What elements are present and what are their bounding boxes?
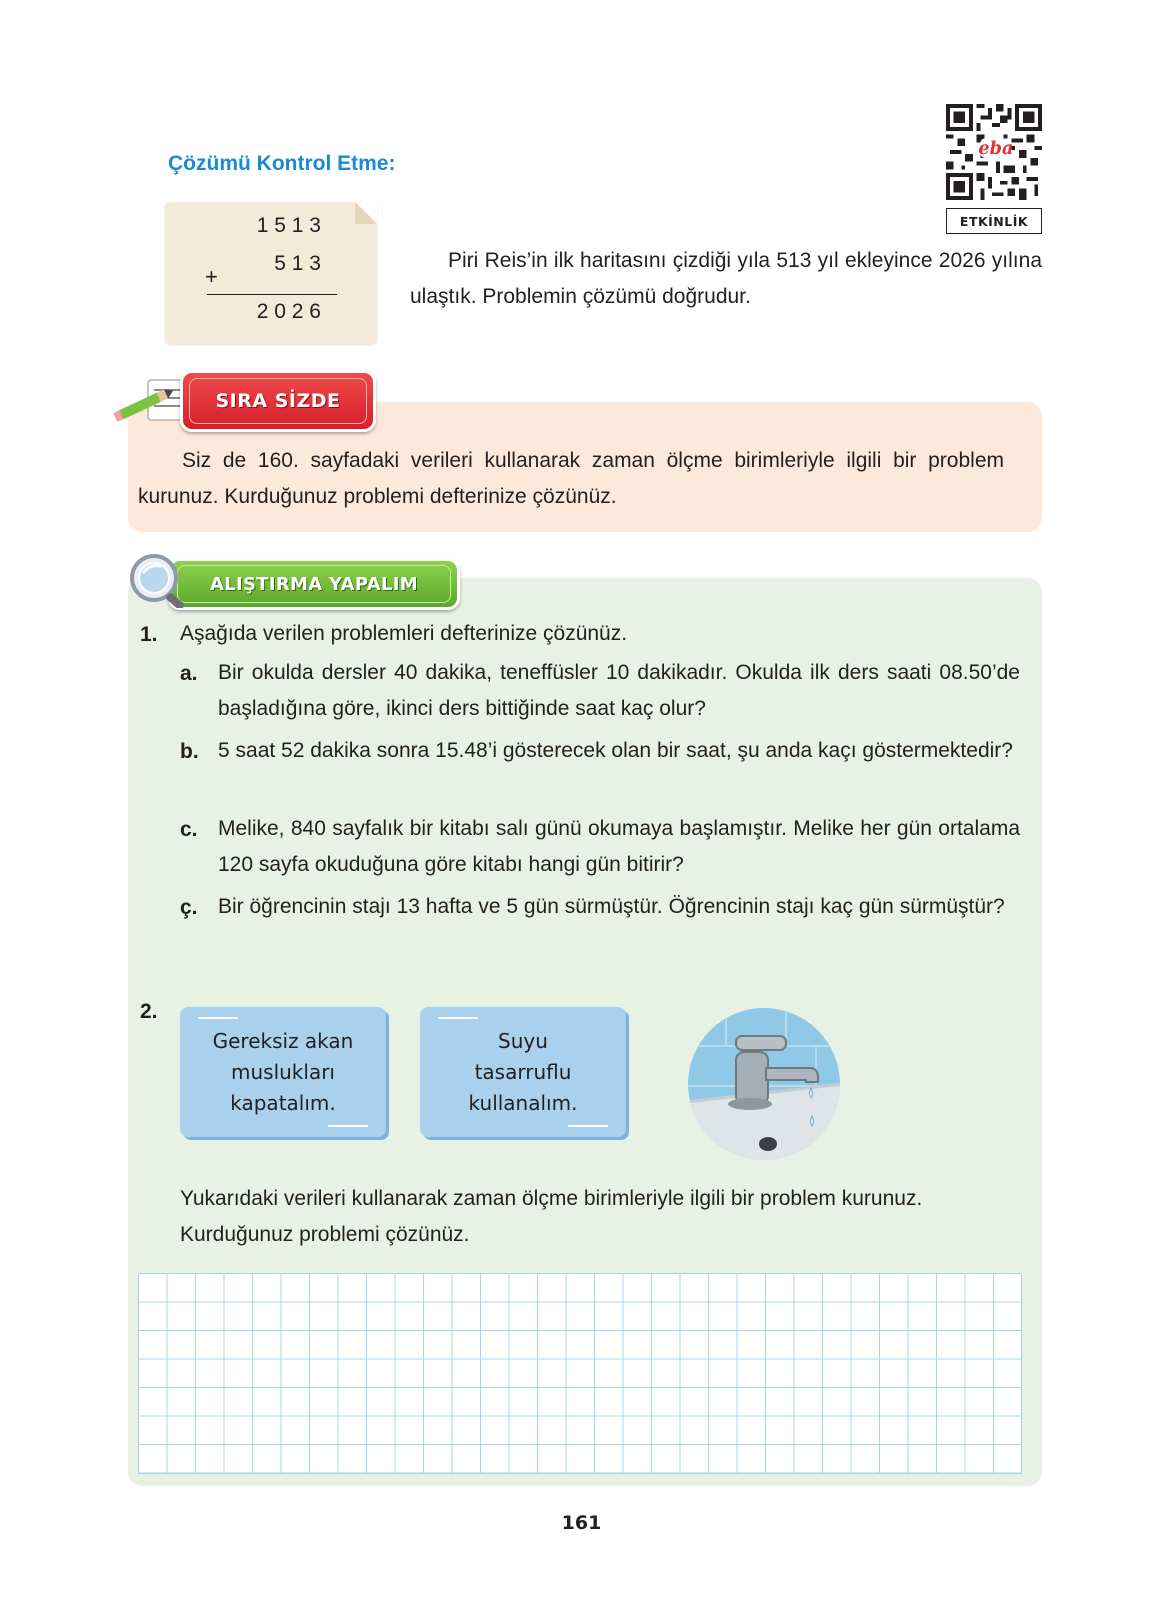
calc-operand-1: 1 5 1 3 xyxy=(256,214,321,237)
question-1-text: Aşağıda verilen problemleri defterinize çözünüz. xyxy=(180,622,628,645)
dash-decoration xyxy=(438,1017,478,1019)
item-text: Bir öğrencinin stajı 13 hafta ve 5 gün sürmüştür. Öğrencinin stajı kaç gün sürmüştür? xyxy=(218,895,1005,918)
alistirma-banner xyxy=(168,558,460,610)
item-text: 5 saat 52 dakika sonra 15.48’i gösterecek olan bir saat, şu anda kaçı göstermektedir? xyxy=(218,739,1013,762)
question-1-number: 1. xyxy=(140,623,158,646)
dash-decoration xyxy=(328,1125,368,1127)
calculation-card xyxy=(165,202,377,344)
item-text: Melike, 840 sayfalık bir kitabı salı günü okumaya başlamıştır. Melike her gün ortalama 120 sayfa okuduğuna göre kitabı hangi gün bitirir? xyxy=(218,817,1020,876)
calc-operand-2: 5 1 3 xyxy=(274,252,321,275)
alistirma-title: ALIŞTIRMA YAPALIM xyxy=(177,565,451,603)
dash-decoration xyxy=(568,1125,608,1127)
sira-sizde-text: Siz de 160. sayfadaki verileri kullanarak zaman ölçme birimleriyle ilgili bir problem kurunuz. Kurduğunuz problemi defterinize çözünüz. xyxy=(138,449,1004,508)
item-text: Bir okulda dersler 40 dakika, teneffüsler 10 dakikadır. Okulda ilk ders saati 08.50’de başladığına göre, ikinci ders bittiğinde saat kaç olur? xyxy=(218,661,1020,720)
calc-result: 2 0 2 6 xyxy=(256,300,321,323)
calc-plus-sign: + xyxy=(205,264,218,289)
sira-sizde-title: SIRA SİZDE xyxy=(189,378,367,424)
faucet-illustration xyxy=(686,1006,842,1162)
page-number: 161 xyxy=(561,1512,602,1534)
item-letter: a. xyxy=(180,662,198,685)
eba-logo: eba xyxy=(978,137,1014,159)
speech-card-1-text: Gereksiz akan muslukları kapatalım. xyxy=(212,1028,354,1115)
section-title: Çözümü Kontrol Etme: xyxy=(168,152,396,175)
speech-card-2 xyxy=(420,1007,626,1137)
sira-sizde-banner xyxy=(180,370,376,432)
calc-underline xyxy=(207,294,337,295)
question-2-number: 2. xyxy=(140,1000,158,1023)
speech-card-2-text: Suyu tasarruflu kullanalım. xyxy=(468,1028,578,1115)
item-letter: c. xyxy=(180,818,198,841)
magnifier-icon xyxy=(128,552,194,608)
qr-activity[interactable] xyxy=(946,104,1042,234)
item-letter: b. xyxy=(180,740,199,763)
dash-decoration xyxy=(198,1017,238,1019)
activity-label: ETKİNLİK xyxy=(946,208,1042,234)
question-2-text: Yukarıdaki verileri kullanarak zaman ölçme birimleriyle ilgili bir problem kurunuz. Kurduğunuz problemi çözünüz. xyxy=(180,1187,923,1246)
speech-card-1 xyxy=(180,1007,386,1137)
explanation-text: Piri Reis’in ilk haritasını çizdiği yıla 513 yıl ekleyince 2026 yılına ulaştık. Problemin çözümü doğrudur. xyxy=(410,249,1042,308)
item-letter: ç. xyxy=(180,896,198,919)
qr-code-icon[interactable] xyxy=(946,104,1042,200)
page-curl-decoration xyxy=(355,202,377,224)
answer-grid[interactable] xyxy=(138,1273,1022,1474)
